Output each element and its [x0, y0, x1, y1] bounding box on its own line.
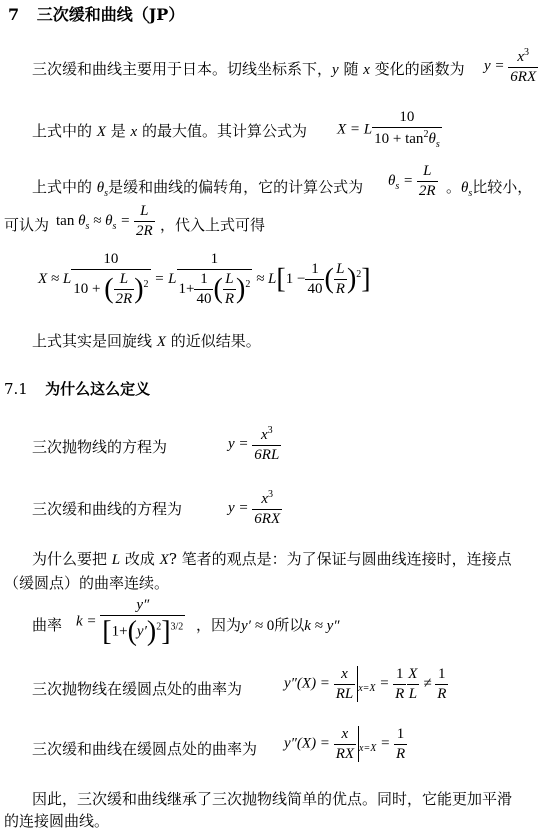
formula-x-max: X = L $\frac{10}{10 + \tan^2\theta_s}$	[337, 109, 440, 150]
section-heading	[8, 2, 184, 25]
section-title: 三次缓和曲线（JP）	[36, 5, 185, 24]
para-intro: 三次缓和曲线主要用于日本。切线坐标系下，y 随 x 变化的函数为	[32, 60, 465, 78]
para-max-x: 上式中的 X 是 x 的最大值。其计算公式为	[32, 122, 307, 140]
formula-approximation: X ≈ L 10 10 + ( $\frac{L}{2R}$ )$^2$ = L 1 1+ $\frac{1}{40}$ ( $\frac{L}{R}$ )$^2$ ≈ L[1 − $\frac{1}{40}$ ( $\frac{L}{R}$ )$^2$]	[38, 251, 371, 307]
formula-easement-curvature: y″(X) = $\frac{x}{RX}$ $_{x=X}$ = $\frac{1}{R}$	[284, 725, 406, 762]
para-deflection: 上式中的 $\theta_s$是缓和曲线的偏转角，它的计算公式为	[32, 178, 364, 199]
para-approx: 可认为	[4, 216, 50, 234]
formula-jp-curve: y = $\frac{x^3}{6RX}$	[484, 47, 537, 85]
formula-tan-approx: $\tan \theta_s \approx \theta_s$ = $\frac{L}{2R}$	[56, 203, 153, 239]
para-why: 为什么要把 L 改成 X? 笔者的观点是：为了保证与圆曲线连接时，连接点	[32, 550, 512, 568]
conclusion-line-1: 因此，三次缓和曲线继承了三次抛物线简单的优点。同时，它能更加平滑	[32, 790, 513, 808]
label-curvature: 曲率	[32, 616, 63, 634]
para-clothoid: 上式其实是回旋线 X 的近似结果。	[32, 332, 261, 350]
conclusion-line-2: 的连接圆曲线。	[4, 812, 110, 830]
section-number: 7	[8, 5, 20, 24]
formula-curvature: k = $\frac{y''}{[1+(y')^2]^{3/2}}$	[76, 597, 184, 647]
formula-cubic-easement: y = $\frac{x^3}{6RX}$	[228, 489, 281, 527]
label-cubic-parabola: 三次抛物线的方程为	[32, 438, 168, 456]
formula-theta: $\theta_s$ = $\frac{L}{2R}$	[388, 163, 436, 199]
formula-cubic-parabola: y = $\frac{x^3}{6RL}$	[228, 425, 280, 463]
subsection-heading: 7.1 为什么这么定义	[4, 380, 151, 398]
label-parabola-curvature: 三次抛物线在缓圆点处的曲率为	[32, 680, 243, 698]
label-cubic-easement: 三次缓和曲线的方程为	[32, 500, 183, 518]
formula-parabola-curvature: y″(X) = $\frac{x}{RL}$ $_{x=X}$ = $\frac{1}{R}$ $\frac{X}{L}$ ≠ $\frac{1}{R}$	[284, 665, 447, 702]
label-easement-curvature: 三次缓和曲线在缓圆点处的曲率为	[32, 740, 258, 758]
